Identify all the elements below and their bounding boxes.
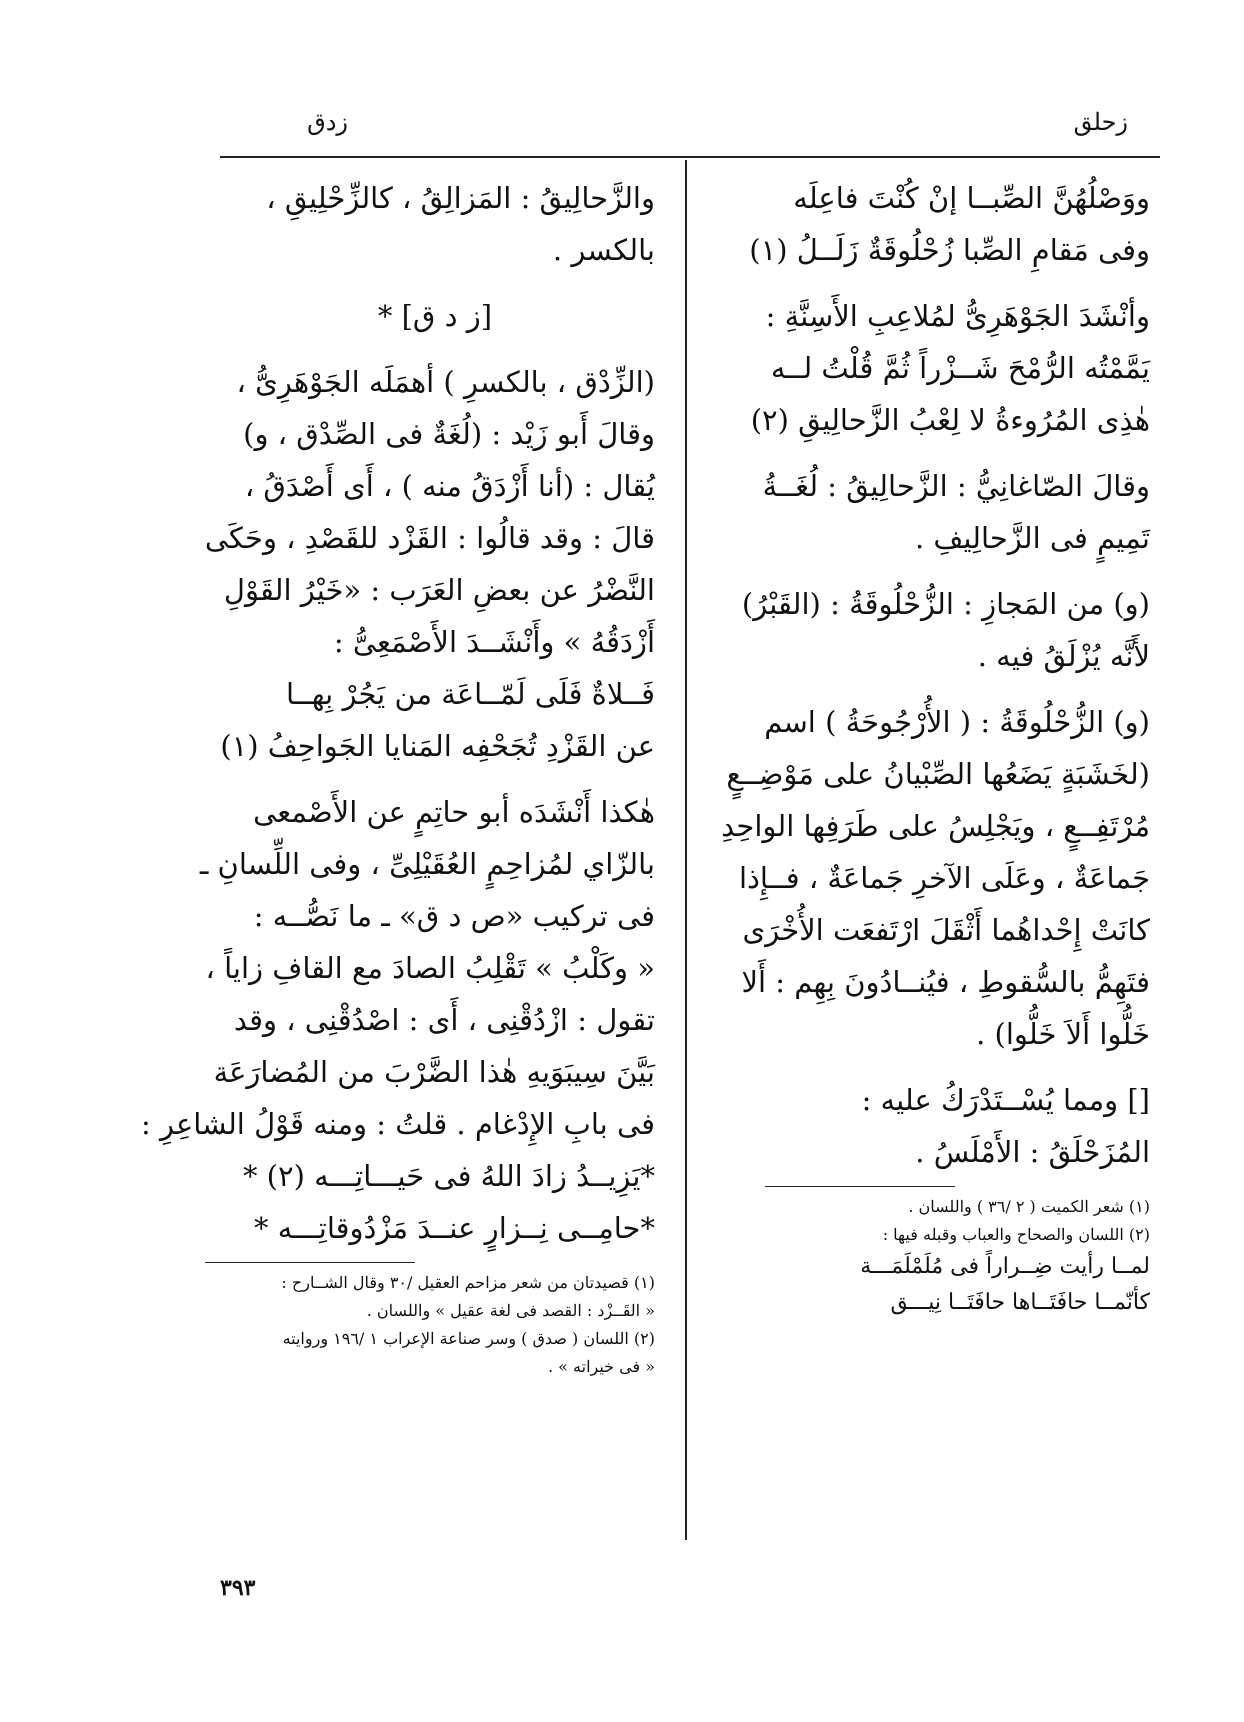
verse-line: *حامِــى نِــزارٍ عنــدَ مَزْدُوقاتِـــه * <box>254 1211 655 1245</box>
text-line: [] ومما يُسْــتَدْرَكُ عليه : <box>861 1083 1150 1117</box>
text-line: لأَنَّه يُزْلَقُ فيه . <box>977 639 1150 673</box>
footnote: (١) قصيدتان من شعر مزاحم العقيل /٣٠ وقال الشــارح : <box>281 1273 655 1292</box>
text-line: وقالَ أَبو زَيْد : (لُغَةٌ فى الصِّدْق ، و) <box>243 417 655 451</box>
text-line: والزَّحالِيقُ : المَزالِقُ ، كالزِّحْلِيقِ ، <box>266 181 655 215</box>
verse-line: فَــلاةٌ فَلَى لَمّــاعَة من يَجُرْ بِهــا <box>285 677 655 711</box>
footnote: (٢) اللسان والصحاح والعباب وقبله فيها : <box>882 1225 1150 1244</box>
verse-line: هٰذِى المُرُوءةُ لا لِعْبُ الزَّحالِيقِ (٢) <box>750 403 1150 437</box>
text-line: وأنْشَدَ الجَوْهَرِىُّ لمُلاعِبِ الأَسِنَّةِ : <box>765 299 1150 333</box>
footnote-verse: لمــا رأيت ضِــراراً فى مُلَمْلَمَـــة <box>860 1254 1150 1279</box>
footnote-verse: كأنّمــا حافَتَــاها حافَتَــا نِيـــق <box>890 1290 1150 1315</box>
text-line: (و) من المَجازِ : الزُّحْلُوقَةُ : (القَبْرُ) <box>741 587 1150 621</box>
text-line: (لخَشَبَةٍ يَضَعُها الصِّبْيانُ على مَوْضِــعٍ <box>726 757 1150 791</box>
footnote-rule <box>765 1186 955 1187</box>
verse-line: يَمَّمْتُه الرُّمْحَ شَــزْراً ثُمَّ قُلْتُ لــه <box>770 351 1150 385</box>
footnote: (٢) اللسان ( صدق ) وسر صناعة الإعراب ١ /١٩٦ وروايته <box>282 1329 655 1348</box>
footnote: (١) شعر الكميت ( ٢ /٣٦ ) واللسان . <box>908 1197 1150 1216</box>
text-line: يُقال : (أنا أَزْدَقُ منه ) ، أَى أَصْدَقُ ، <box>244 469 655 503</box>
left-column <box>140 172 655 1381</box>
text-line: تقول : ازْدُقْنِى ، أَى : اصْدُقْنِى ، وقد <box>233 1003 655 1037</box>
entry-heading: [ز د ق] * <box>377 299 493 333</box>
verse-line: عن القَزْدِ تُجَحْفِه المَنايا الجَواحِفُ (١) <box>220 729 655 763</box>
text-line: فى تركيب «ص د ق» ـ ما نَصُّــه : <box>253 899 655 933</box>
footnote: « فى خيراته » . <box>547 1357 655 1376</box>
page-number: ٣٩٣ <box>220 1575 256 1601</box>
column-divider <box>685 160 687 1540</box>
text-line: قالَ : وقد قالُوا : القَزْد للقَصْدِ ، وحَكَى <box>204 521 655 555</box>
text-line: « وكَلْبُ » تَقْلِبُ الصادَ مع القافِ زاياً ، <box>205 951 655 985</box>
running-header-left: زدق <box>307 108 348 136</box>
text-line: هٰكذا أَنْشَدَه أبو حاتِمٍ عن الأَصْمعى <box>253 795 655 829</box>
text-line: كانَتْ إِحْداهُما أَثْقَلَ ارْتَفعَت الأُخْرَى <box>742 913 1150 947</box>
right-column <box>721 172 1150 1321</box>
header-rule <box>220 156 1160 158</box>
verse-line: ووَصْلُهُنَّ الصِّبــا إنْ كُنْتَ فاعِلَه <box>793 181 1150 215</box>
text-line: النَّضْرُ عن بعضِ العَرَب : «خَيْرُ القَوْلِ <box>223 573 655 607</box>
verse-line: *يَزِيــدُ زادَ اللهُ فى حَيـــاتِـــه (٢) * <box>242 1159 655 1193</box>
text-line: بالكسر . <box>552 233 655 267</box>
text-line: تَمِيمٍ فى الزَّحالِيفِ . <box>914 521 1150 555</box>
running-header-right: زحلق <box>1073 108 1128 136</box>
verse-line: وفى مَقامِ الصِّبا زُحْلُوقَةٌ زَلَــلُ (١) <box>749 233 1150 267</box>
text-line: المُزَحْلَقُ : الأَمْلَسُ . <box>915 1135 1150 1169</box>
footnote: « القَــزْد : القصد فى لغة عقيل » واللسان . <box>366 1301 655 1320</box>
footnote-rule <box>205 1262 415 1263</box>
text-line: فى بابِ الإِدْغام . قلتُ : ومنه قَوْلُ الشاعِرِ : <box>140 1107 655 1141</box>
text-line: خَلُّوا أَلاَ خَلُّوا) . <box>976 1017 1150 1051</box>
text-line: (و) الزُّحْلُوقَةُ : ( الأُرْجُوحَةُ ) اسم <box>764 705 1150 739</box>
text-line: (الزِّدْق ، بالكسرِ ) أهمَلَه الجَوْهَرِىُّ ، <box>236 365 655 399</box>
text-line: مُرْتَفِــعٍ ، ويَجْلِسُ على طَرَفِها الواحِدِ <box>721 809 1150 843</box>
text-line: أَزْدَقُهُ » وأَنْشَــدَ الأَصْمَعِىُّ : <box>333 625 655 659</box>
text-line: بالزّاي لمُزاحِمٍ العُقَيْلِىِّ ، وفى اللِّسانِ ـ <box>199 847 655 881</box>
text-line: وقالَ الصّاغانِيُّ : الزَّحالِيقُ : لُغَــةُ <box>762 469 1150 503</box>
text-line: جَماعَةٌ ، وعَلَى الآخرِ جَماعَةٌ ، فــإِذا <box>738 861 1150 895</box>
text-line: بَيَّنَ سِيبَوَيهِ هٰذا الضَّرْبَ من المُضارَعَة <box>213 1055 655 1089</box>
text-line: فتَهِمُّ بالسُّقوطِ ، فيُنــادُونَ بِهِم : أَلا <box>741 965 1150 999</box>
